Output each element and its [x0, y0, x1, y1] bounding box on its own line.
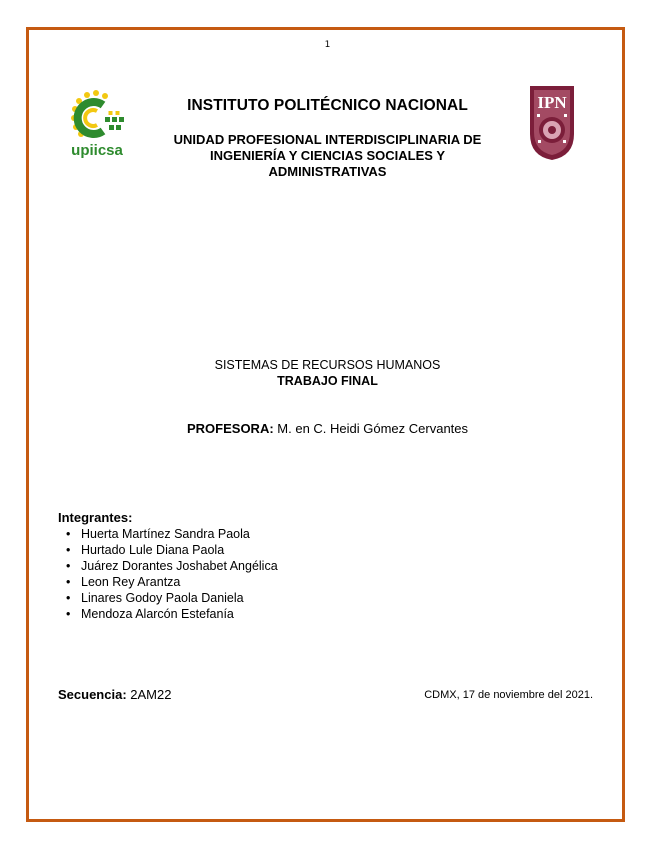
sequence-label: Secuencia: — [58, 687, 127, 702]
page-number: 1 — [324, 40, 331, 50]
unit-title-line-1: UNIDAD PROFESIONAL INTERDISCIPLINARIA DE — [173, 132, 482, 147]
members-title: Integrantes: — [58, 510, 133, 525]
member-item: • Leon Rey Arantza — [66, 575, 181, 589]
bullet-icon: • — [66, 591, 71, 605]
members-section — [58, 510, 278, 622]
members-list — [58, 526, 278, 622]
date-line: CDMX, 17 de noviembre del 2021. — [424, 689, 593, 701]
unit-title-line-3: ADMINISTRATIVAS — [268, 164, 387, 179]
upiicsa-logo-text: upiicsa — [71, 142, 123, 159]
professor-label: PROFESORA: — [186, 421, 274, 436]
subject-block — [0, 357, 655, 389]
bullet-icon: • — [66, 559, 71, 573]
member-item: • Huerta Martínez Sandra Paola — [66, 527, 250, 541]
unit-title — [140, 132, 515, 180]
ipn-logo — [526, 82, 578, 162]
bullet-icon: • — [66, 575, 71, 589]
professor-line — [0, 421, 655, 436]
sequence-value: 2AM22 — [130, 687, 172, 702]
ipn-logo-text: IPN — [537, 93, 567, 112]
member-item: • Hurtado Lule Diana Paola — [66, 543, 225, 557]
member-item: • Juárez Dorantes Joshabet Angélica — [66, 559, 278, 573]
institute-title: INSTITUTO POLITÉCNICO NACIONAL — [187, 97, 468, 114]
bullet-icon: • — [66, 607, 71, 621]
member-item: • Mendoza Alarcón Estefanía — [66, 607, 234, 621]
upiicsa-logo — [67, 87, 127, 159]
professor-name: M. en C. Heidi Gómez Cervantes — [277, 421, 469, 436]
work-title: TRABAJO FINAL — [277, 374, 378, 388]
bullet-icon: • — [66, 527, 71, 541]
unit-title-line-2: INGENIERÍA Y CIENCIAS SOCIALES Y — [209, 148, 445, 163]
subject-name: SISTEMAS DE RECURSOS HUMANOS — [214, 358, 441, 372]
member-item: • Linares Godoy Paola Daniela — [66, 591, 244, 605]
bullet-icon: • — [66, 543, 71, 557]
sequence-line — [58, 687, 171, 702]
